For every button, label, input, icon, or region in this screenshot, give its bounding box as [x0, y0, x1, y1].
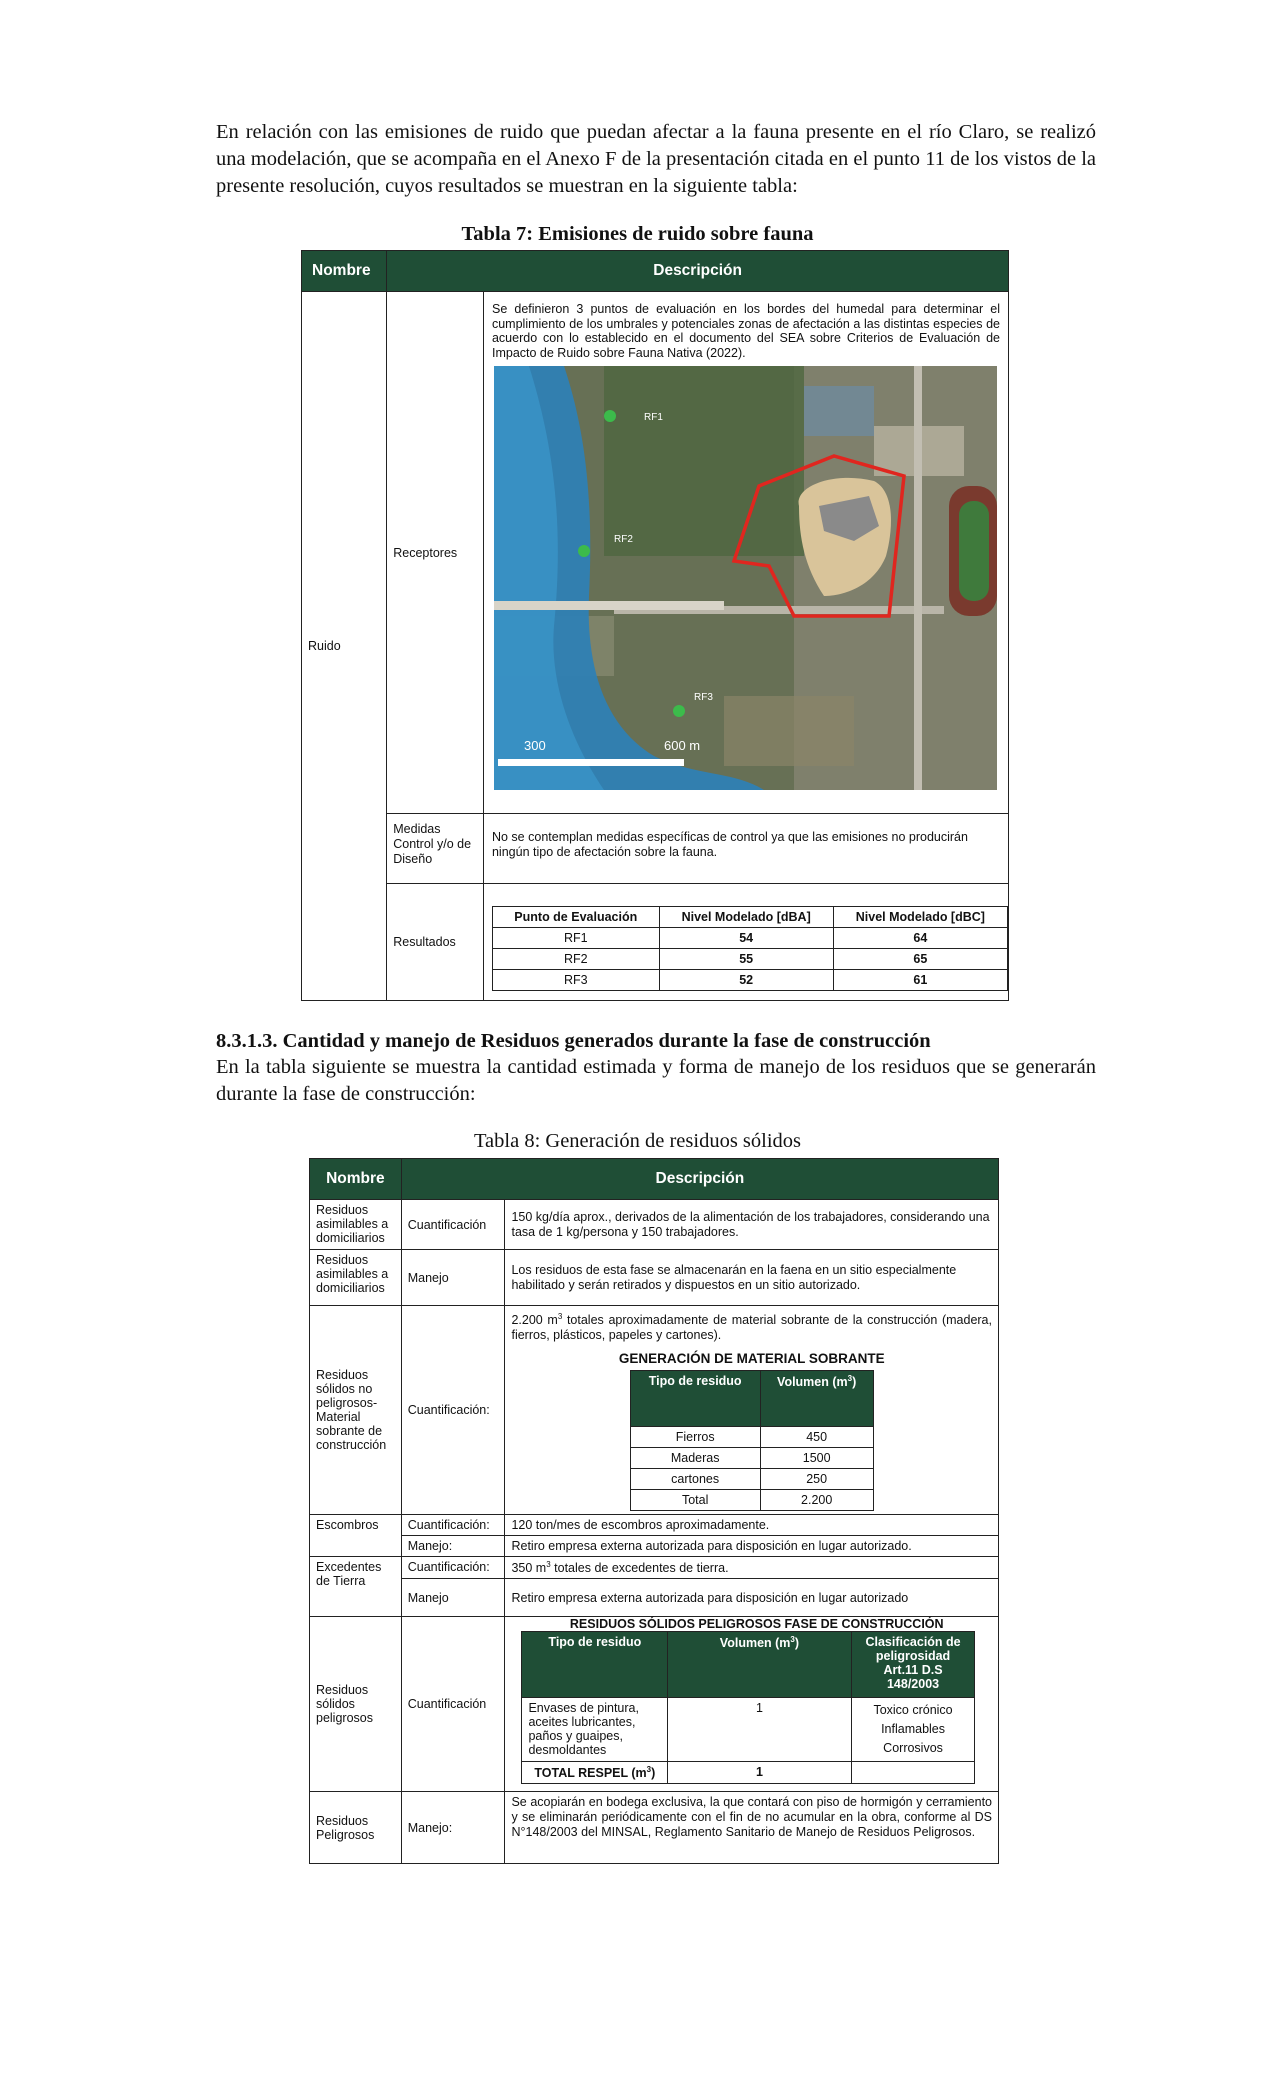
r3-name: Residuos sólidos no peligrosos-Material sobrante de construcción	[310, 1306, 402, 1515]
hazardous-classes: Toxico crónico Inflamables Corrosivos	[851, 1698, 975, 1762]
results-row	[492, 928, 1007, 949]
r6-subtitle: RESIDUOS SÓLIDOS PELIGROSOS FASE DE CONSTRUCCIÓN	[569, 1617, 944, 1632]
scale-bar	[498, 759, 684, 766]
hazardous-total-empty	[851, 1762, 975, 1784]
scale-label-right: 600 m	[664, 738, 701, 753]
section-paragraph: En la tabla siguiente se muestra la cantidad estimada y forma de manejo de los residuos que se generarán durante la fase de construcción:	[216, 1056, 1096, 1105]
results-dbc: 65	[833, 949, 1007, 970]
results-dba: 55	[659, 949, 833, 970]
table8-header-name: Nombre	[310, 1159, 402, 1200]
scale-label-left: 300	[524, 738, 547, 753]
resultados-label: Resultados	[387, 884, 484, 1001]
noise-table	[301, 250, 1009, 1001]
receptores-label: Receptores	[387, 292, 484, 814]
results-dbc: 61	[833, 970, 1007, 991]
r5a-text: 350 $m^3$ totales de excedentes de tierra.	[505, 1557, 999, 1579]
r3-text: 2.200 $m^3$ totales aproximadamente de material sobrante de la construcción (madera, fierros, plásticos, papeles y cartones).	[511, 1312, 992, 1343]
point-rf2-marker	[578, 545, 590, 557]
resultados-cell	[483, 884, 1008, 1001]
surplus-volume: 2.200	[760, 1490, 873, 1511]
r1-text: 150 kg/día aprox., derivados de la alimentación de los trabajadores, considerando una tasa de 1 kg/persona y 150 trabajadores.	[505, 1200, 999, 1250]
receptores-cell	[483, 292, 1008, 814]
hazardous-type: Envases de pintura, aceites lubricantes, paños y guaipes, desmoldantes	[522, 1698, 668, 1762]
r2-label: Manejo	[401, 1250, 505, 1306]
surplus-type: Total	[630, 1490, 760, 1511]
surplus-volume: 450	[760, 1427, 873, 1448]
surplus-header-volume: Volumen $(m^3)$	[760, 1371, 873, 1427]
r4-name: Escombros	[310, 1515, 402, 1557]
receptores-text: Se definieron 3 puntos de evaluación en los bordes del humedal para determinar el cumplimiento de los umbrales y potenciales zonas de afectación a las distintas especies de acuerdo con lo establecido en el documento del SEA sobre Criterios de Evaluación de Impacto de Ruido sobre Fauna Nativa (2022).	[491, 302, 1000, 360]
surplus-type: Fierros	[630, 1427, 760, 1448]
r7-label: Manejo:	[401, 1792, 505, 1864]
point-rf3-marker	[673, 705, 685, 717]
r1-label: Cuantificación	[401, 1200, 505, 1250]
row-name-ruido: Ruido	[302, 292, 387, 1001]
results-header-dba: Nivel Modelado [dBA]	[659, 907, 833, 928]
surplus-header-type: Tipo de residuo	[630, 1371, 760, 1427]
results-header-dbc: Nivel Modelado [dBC]	[833, 907, 1007, 928]
results-dbc: 64	[833, 928, 1007, 949]
r7-name: Residuos Peligrosos	[310, 1792, 402, 1864]
r5a-label: Cuantificación:	[401, 1557, 505, 1579]
surplus-table	[630, 1370, 874, 1511]
table7-header-name: Nombre	[302, 251, 387, 292]
results-point: RF2	[492, 949, 659, 970]
r6-name: Residuos sólidos peligrosos	[310, 1617, 402, 1792]
waste-table	[309, 1158, 999, 1864]
point-rf2-label: RF2	[614, 534, 634, 545]
results-row	[492, 970, 1007, 991]
table7-header-desc: Descripción	[387, 251, 1009, 292]
r3-label: Cuantificación:	[401, 1306, 505, 1515]
r5b-text: Retiro empresa externa autorizada para disposición en lugar autorizado	[505, 1579, 999, 1617]
table7-caption: Tabla 7: Emisiones de ruido sobre fauna	[461, 223, 814, 245]
results-header-point: Punto de Evaluación	[492, 907, 659, 928]
r5-name: Excedentes de Tierra	[310, 1557, 402, 1617]
point-rf1-marker	[604, 410, 616, 422]
intro-paragraph: En relación con las emisiones de ruido que puedan afectar a la fauna presente en el río Claro, se realizó una modelación, que se acompaña en el Anexo F de la presentación citada en el punto 11 de los vistos de la presente resolución, cuyos resultados se muestran en la siguiente tabla:	[216, 121, 1096, 197]
medidas-label: Medidas Control y/o de Diseño	[387, 814, 484, 884]
hazardous-total-label: TOTAL RESPEL $(m^3)$	[522, 1762, 668, 1784]
r6-label: Cuantificación	[401, 1617, 505, 1792]
surplus-type: cartones	[630, 1469, 760, 1490]
r3-subtitle: GENERACIÓN DE MATERIAL SOBRANTE	[618, 1351, 885, 1367]
r4a-label: Cuantificación:	[401, 1515, 505, 1536]
results-point: RF3	[492, 970, 659, 991]
medidas-text: No se contemplan medidas específicas de control ya que las emisiones no producirán ningún tipo de afectación sobre la fauna.	[483, 814, 1008, 884]
hazardous-header-type: Tipo de residuo	[522, 1632, 668, 1698]
surplus-type: Maderas	[630, 1448, 760, 1469]
r2-text: Los residuos de esta fase se almacenarán en la faena en un sitio especialmente habilitado y serán retirados y dispuestos en un sitio autorizado.	[505, 1250, 999, 1306]
r5b-label: Manejo	[401, 1579, 505, 1617]
section-heading: 8.3.1.3. Cantidad y manejo de Residuos generados durante la fase de construcción	[216, 1030, 931, 1052]
results-dba: 52	[659, 970, 833, 991]
surplus-volume: 250	[760, 1469, 873, 1490]
results-row	[492, 949, 1007, 970]
aerial-map	[494, 366, 997, 790]
hazardous-header-volume: Volumen $(m^3)$	[668, 1632, 851, 1698]
aerial-map-image	[494, 366, 997, 790]
hazardous-table	[521, 1631, 975, 1784]
r2-name: Residuos asimilables a domiciliarios	[310, 1250, 402, 1306]
r7-text: Se acopiarán en bodega exclusiva, la que contará con piso de hormigón y cerramiento y se eliminarán periódicamente con el fin de no acumular en la obra, conforme al DS N°148/2003 del MINSAL, Reglamento Sanitario de Manejo de Residuos Peligrosos.	[505, 1792, 999, 1864]
surplus-volume: 1500	[760, 1448, 873, 1469]
results-point: RF1	[492, 928, 659, 949]
r4b-text: Retiro empresa externa autorizada para disposición en lugar autorizado.	[505, 1536, 999, 1557]
point-rf3-label: RF3	[694, 692, 714, 703]
hazardous-total-value: 1	[668, 1762, 851, 1784]
table8-header-desc: Descripción	[401, 1159, 998, 1200]
results-table	[492, 906, 1008, 991]
r4b-label: Manejo:	[401, 1536, 505, 1557]
r1-name: Residuos asimilables a domiciliarios	[310, 1200, 402, 1250]
table8-caption: Tabla 8: Generación de residuos sólidos	[473, 1130, 802, 1152]
point-rf1-label: RF1	[644, 412, 664, 423]
hazardous-header-class: Clasificación de peligrosidad Art.11 D.S 148/2003	[851, 1632, 975, 1698]
r4a-text: 120 ton/mes de escombros aproximadamente.	[505, 1515, 999, 1536]
r6-cell	[505, 1617, 999, 1792]
hazardous-volume: 1	[668, 1698, 851, 1762]
r3-cell	[505, 1306, 999, 1515]
results-dba: 54	[659, 928, 833, 949]
